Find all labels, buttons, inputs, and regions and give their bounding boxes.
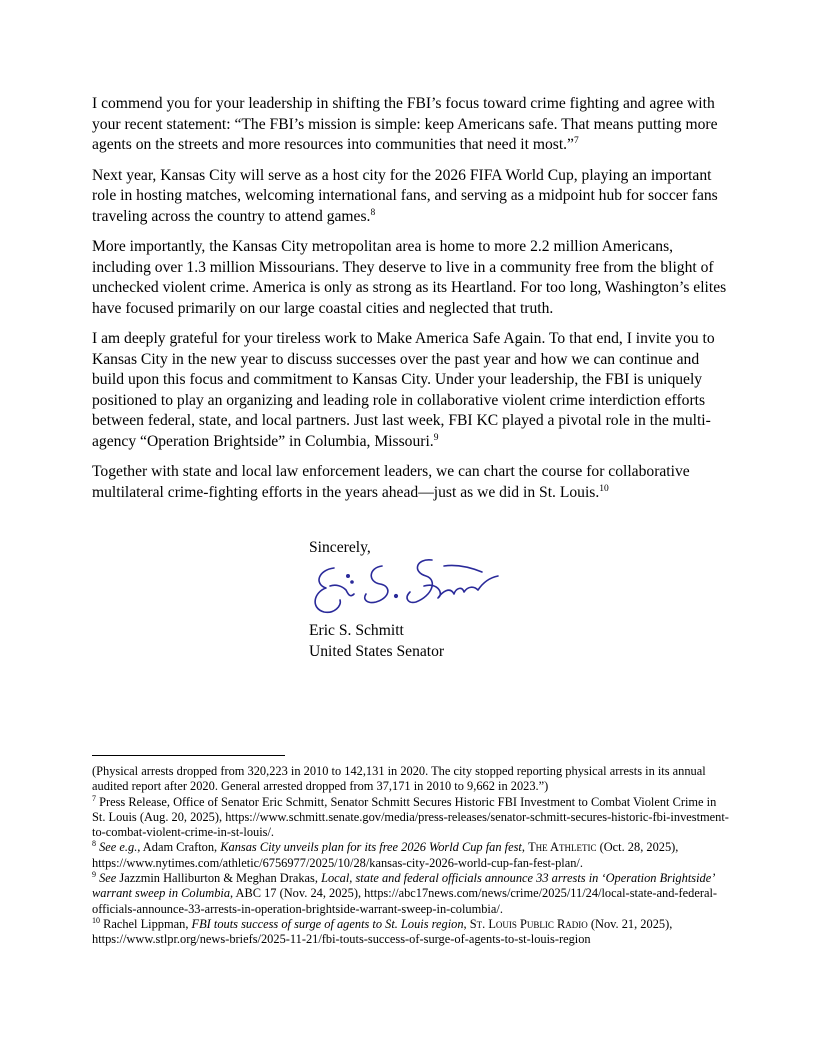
paragraph-world-cup: Next year, Kansas City will serve as a host city for the 2026 FIFA World Cup, playing an important role in hosting matches, welcoming international fans, and serving as a midpoint hub for soccer fans traveling across the country to attend games.$^8$	[92, 166, 718, 225]
paragraph-fbi-focus: I commend you for your leadership in shifting the FBI’s focus toward crime fighting and agree with your recent statement: “The FBI’s mission is simple: keep Americans safe. That means putting more agents on the streets and more resources into communities that need it most.”$^7$	[92, 95, 718, 153]
footnote-separator	[92, 755, 285, 756]
signer-block	[309, 621, 444, 662]
paragraph-kansas-city-metro: More importantly, the Kansas City metropolitan area is home to more 2.2 million Americans, including over 1.3 million Missourians. They deserve to live in a community free from the blight of unchecked violent crime. America is only as strong as its Heartland. For too long, Washington’s elites have focused primarily on our large coastal cities and neglected that truth.	[92, 238, 727, 317]
closing-salutation: Sincerely,	[309, 539, 371, 556]
signer-name: Eric S. Schmitt	[309, 622, 404, 639]
handwritten-signature	[312, 554, 504, 622]
paragraph-invitation: I am deeply grateful for your tireless work to Make America Safe Again. To that end, I invite you to Kansas City in the new year to discuss successes over the past year and how we can continue and build upon this focus and commitment to Kansas City. Under your leadership, the FBI is uniquely positioned to play an organizing and leading role in collaborative violent crime interdiction efforts between federal, state, and local partners. Just last week, FBI KC played a pivotal role in the multi-agency “Operation Brightside” in Columbia, Missouri.$^9$	[92, 330, 715, 450]
footnote-7: $^7$ Press Release, Office of Senator Eric Schmitt, Senator Schmitt Secures Historic FBI Investment to Combat Violent Crime in St. Louis (Aug. 20, 2025), https://www.schmitt.senate.gov/media/press-releases/senator-schmitt-secures-historic-fbi-investment-to-combat-violent-crime-in-st-louis/.	[92, 793, 729, 840]
signer-title: United States Senator	[309, 642, 445, 660]
footnote-8: $^8$ See e.g., Adam Crafton, Kansas City unveils plan for its free 2026 World Cup fan fest, The Athletic (Oct. 28, 2025), https://www.nytimes.com/athletic/6756977/2025/10/28/kansas-city-2026-world-cup-fan-fest-plan/.	[92, 839, 679, 870]
footnote-continued: (Physical arrests dropped from 320,223 in 2010 to 142,131 in 2020. The city stopped reporting physical arrests in its annual audited report after 2020. General arrested dropped from 37,171 in 2010 to 9,662 in 2023.”)	[92, 764, 706, 794]
footnote-9: $^9$ See Jazzmin Halliburton & Meghan Drakas, Local, state and federal officials announce 33 arrests in ‘Operation Brightside’ warrant sweep in Columbia, ABC 17 (Nov. 24, 2025), https://abc17news.com/news/crime/2025/11/24/local-state-and-federal-officials-announce-33-arrests-in-operation-brightside-warrant-sweep-in-columbia/.	[92, 869, 718, 916]
letter-body	[92, 94, 732, 513]
footnote-ref-9: 9	[433, 432, 439, 443]
footnote-ref-10: 10	[599, 483, 609, 494]
paragraph-collaboration: Together with state and local law enforcement leaders, we can chart the course for collaborative multilateral crime-fighting efforts in the years ahead—just as we did in St. Louis.$^{10}$	[92, 463, 690, 501]
footnote-ref-8: 8	[370, 207, 376, 218]
footnote-10: $^{10}$ Rachel Lippman, FBI touts success of surge of agents to St. Louis region, St. Louis Public Radio (Nov. 21, 2025), https://www.stlpr.org/news-briefs/2025-11-21/fbi-touts-success-of-surge-of-agents-to-st-louis-region	[92, 915, 673, 947]
footnote-ref-7: 7	[573, 135, 579, 146]
footnotes	[92, 764, 732, 948]
